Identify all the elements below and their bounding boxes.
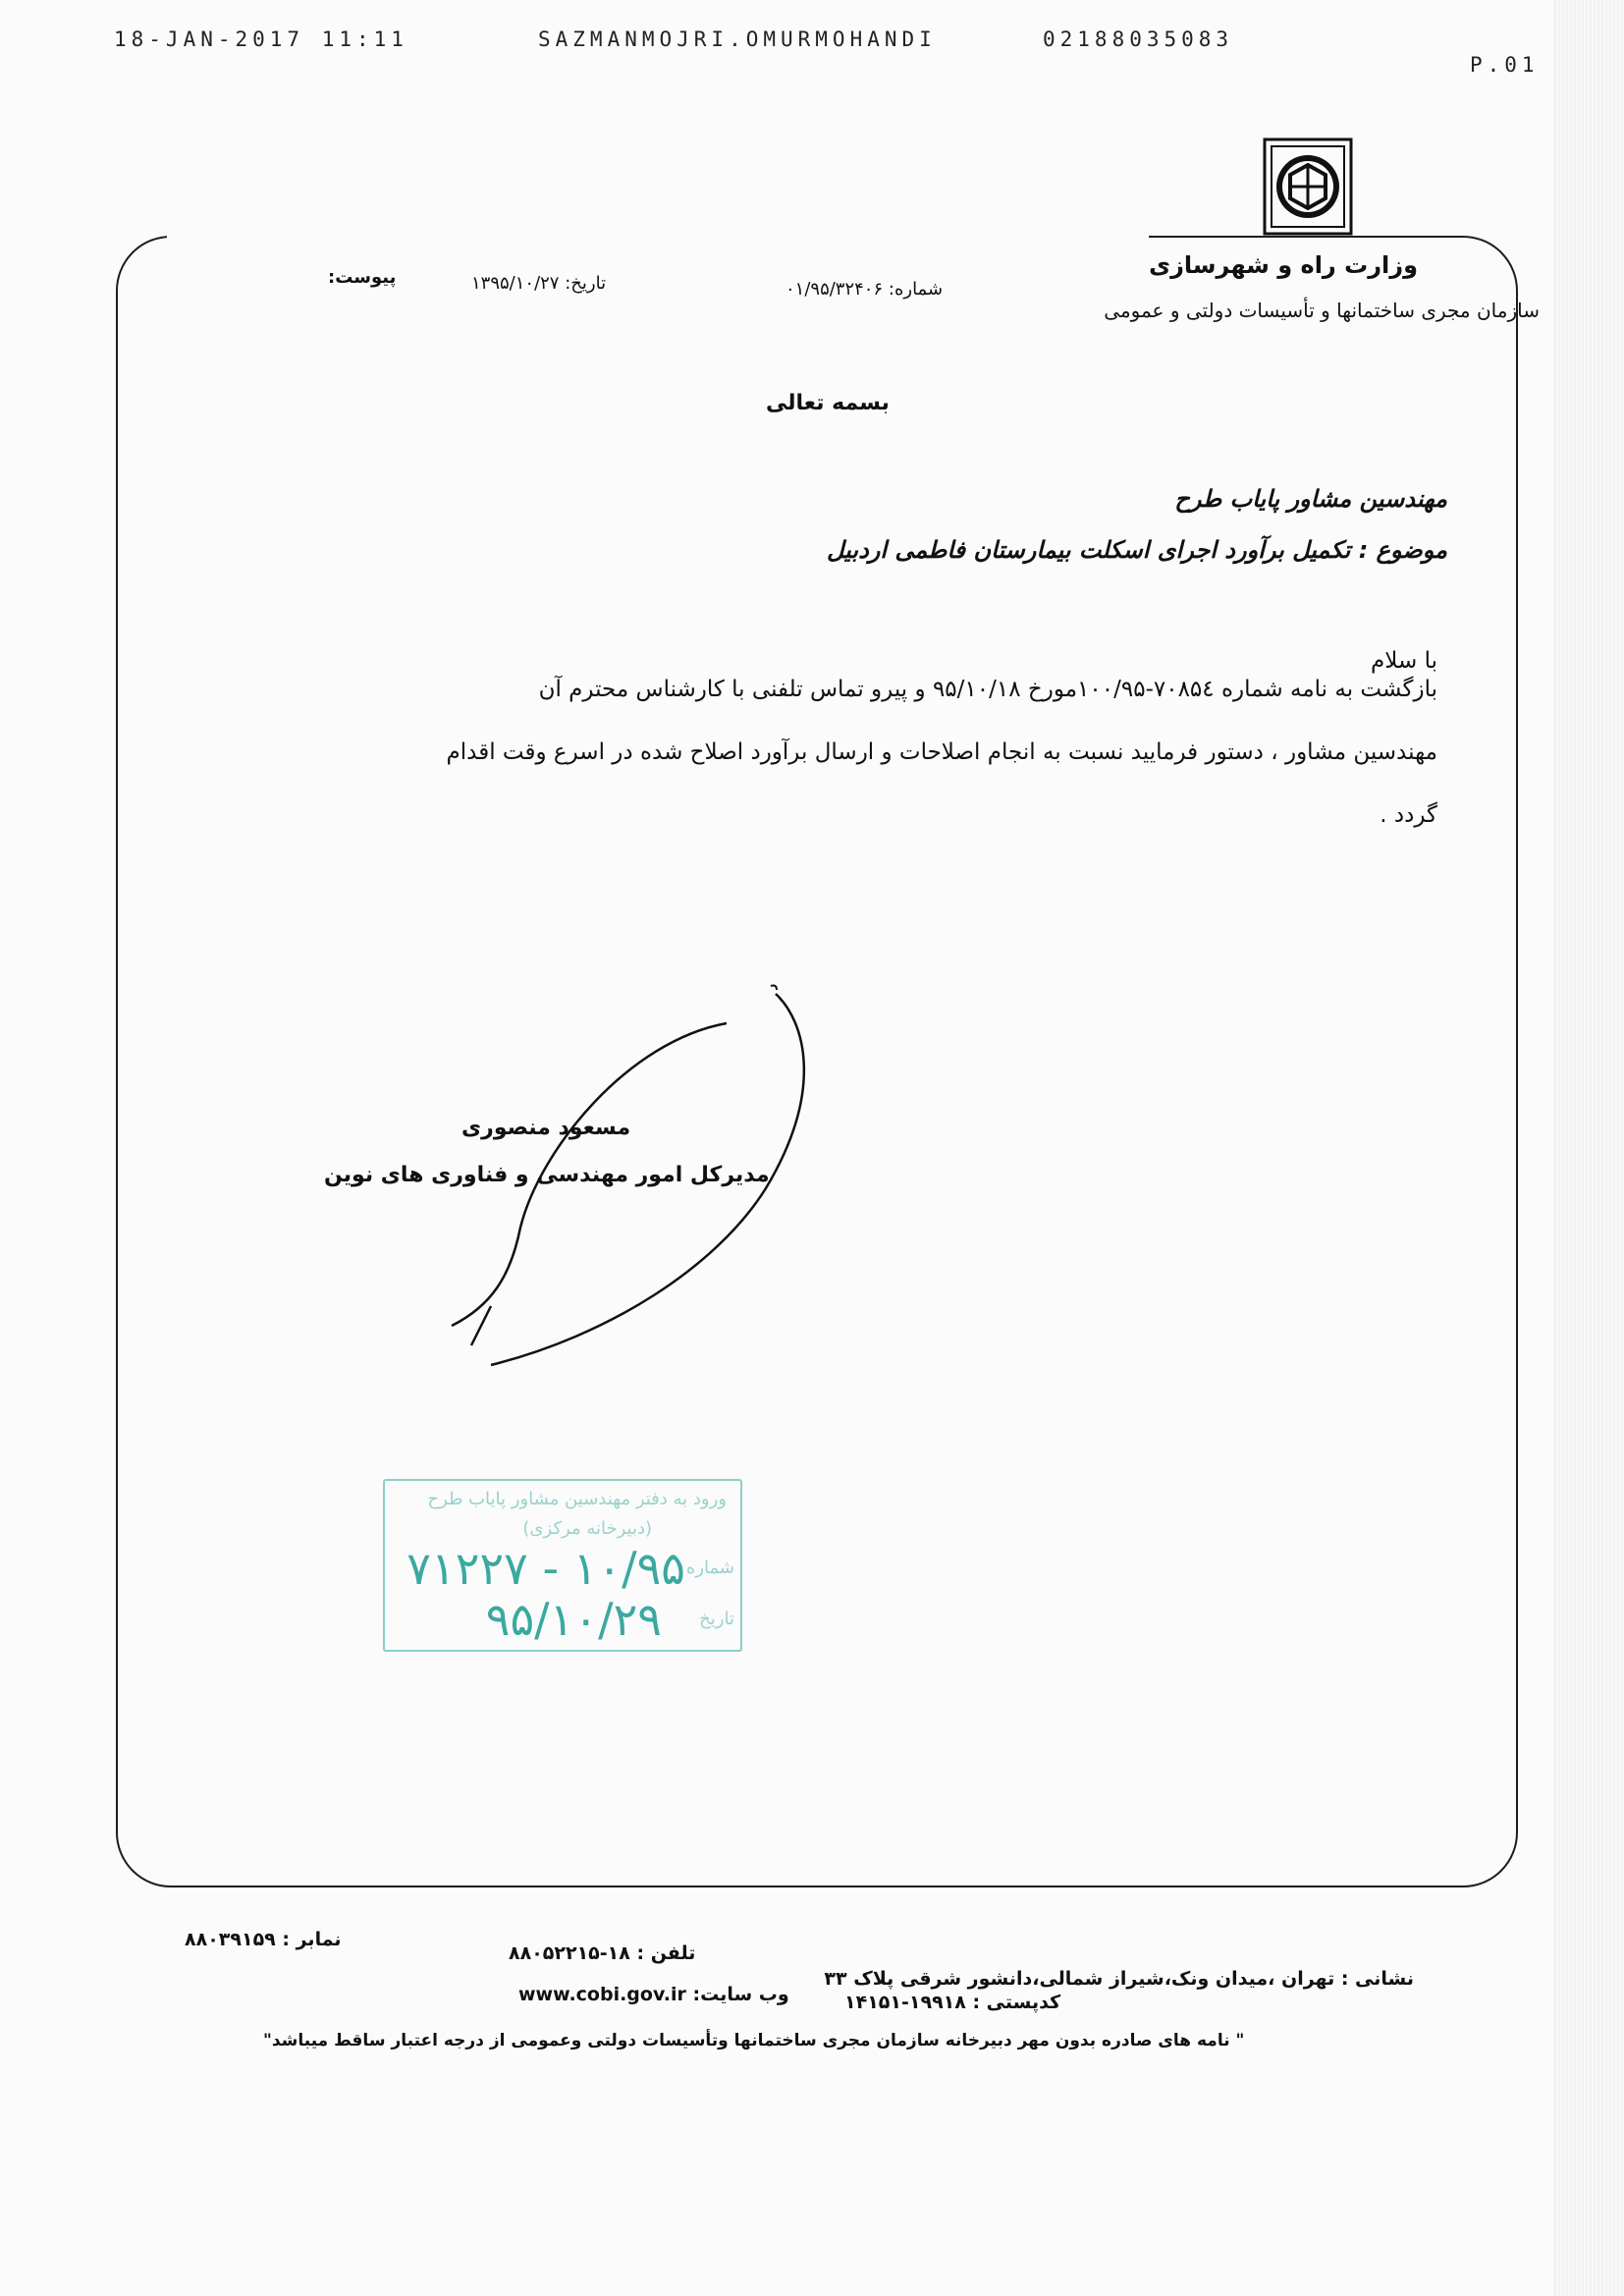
fax-sender: SAZMANMOJRI.OMURMOHANDI	[538, 27, 937, 51]
footer-postal-code: کدپستی : ۱۹۹۱۸-۱۴۱۵۱	[844, 1992, 1061, 2013]
footer-disclaimer: " نامه های صادره بدون مهر دبیرخانه سازمان مجری ساختمانها وتأسیسات دولتی وعمومی از درجه اعتبار ساقط میباشد"	[263, 2031, 1245, 2050]
ministry-logo	[1263, 137, 1353, 240]
organization-name: سازمان مجری ساختمانها و تأسیسات دولتی و عمومی	[1104, 299, 1540, 322]
stamp-date-value: ۹۵/۱۰/۲۹	[485, 1593, 662, 1646]
scan-edge-noise	[1553, 0, 1624, 2296]
frame-gap	[167, 234, 1149, 240]
letter-body	[249, 658, 1437, 847]
body-line: گردد .	[1380, 802, 1437, 828]
footer-address: نشانی : تهران ،میدان ونک،شیراز شمالی،دانشور شرقی پلاک ۳۳	[824, 1968, 1414, 1990]
subject: موضوع : تکمیل برآورد اجرای اسکلت بیمارستان فاطمی اردبیل	[826, 536, 1447, 564]
greeting: با سلام	[1371, 648, 1437, 674]
date-value: ۱۳۹۵/۱۰/۲۷	[471, 273, 560, 294]
date-label: تاریخ:	[565, 273, 607, 294]
footer-phone: تلفن : ۱۸-۸۸۰۵۲۲۱۵	[509, 1942, 696, 1964]
registration-stamp	[383, 1479, 742, 1652]
number-label: شماره:	[888, 279, 944, 300]
body-line: بازگشت به نامه شماره ۷۰۸۵٤-۱۰۰/۹۵مورخ ۹۵/۱۰/۱۸ و پیرو تماس تلفنی با کارشناس محترم آن	[538, 677, 1437, 702]
footer-website: وب سایت: www.cobi.gov.ir	[518, 1984, 789, 2005]
ministry-name: وزارت راه و شهرسازی	[1149, 251, 1418, 279]
fax-number: 02188035083	[1043, 27, 1234, 51]
invocation: بسمه تعالی	[766, 391, 890, 415]
stamp-number-value: ۱۰/۹۵ - ۷۱۲۲۷	[406, 1542, 685, 1595]
footer-fax: نمابر : ۸۸۰۳۹۱۵۹	[185, 1929, 342, 1950]
stamp-number-label: شماره	[685, 1558, 734, 1578]
recipient: مهندسین مشاور پایاب طرح	[1174, 485, 1447, 513]
signer-title: مدیرکل امور مهندسی و فناوری های نوین	[324, 1163, 770, 1187]
stamp-line1: ورود به دفتر مهندسین مشاور پایاب طرح	[427, 1489, 727, 1509]
stamp-line2: (دبیرخانه مرکزی)	[522, 1518, 652, 1539]
number-value: ۰۱/۹۵/۳۲۴۰۶	[785, 279, 884, 300]
fax-page: P.01	[1470, 53, 1540, 77]
fax-datetime: 18-JAN-2017 11:11	[114, 27, 408, 51]
signer-name: مسعود منصوری	[461, 1116, 631, 1140]
stamp-date-label: تاریخ	[699, 1609, 734, 1629]
body-line: مهندسین مشاور ، دستور فرمایید نسبت به انجام اصلاحات و ارسال برآورد اصلاح شده در اسرع وقت اقدام	[446, 739, 1437, 765]
attachment-label: پیوست:	[328, 267, 397, 288]
handwritten-signature	[432, 982, 864, 1398]
